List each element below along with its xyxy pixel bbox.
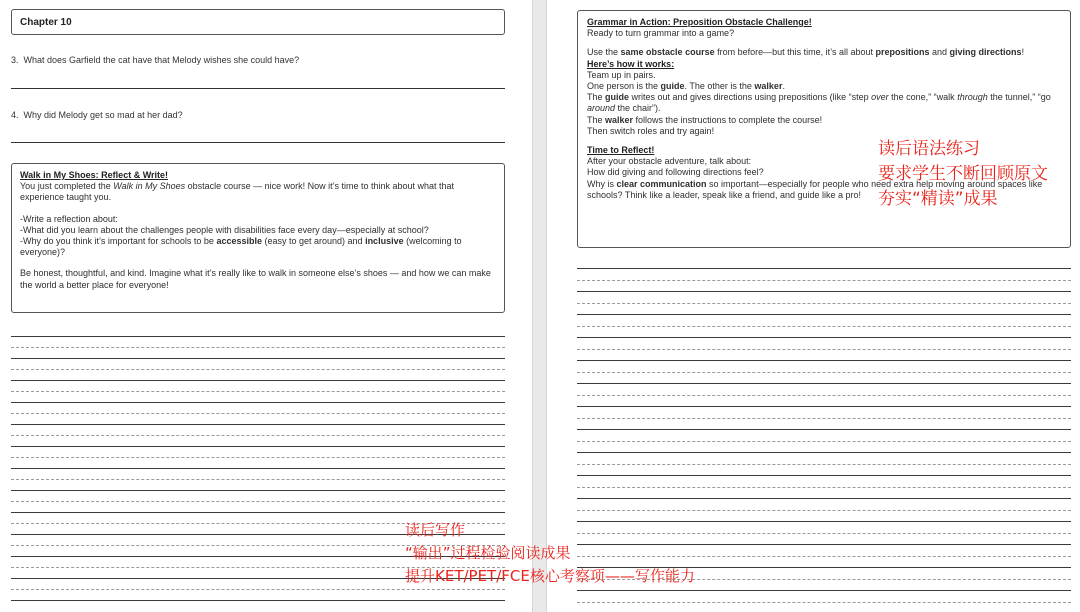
- annotation-line: 读后写作: [405, 521, 466, 539]
- question-number: 3.: [11, 55, 19, 65]
- grammar-title: Grammar in Action: Preposition Obstacle Challenge!: [587, 17, 812, 27]
- annotation-line: “输出”过程检验阅读成果: [405, 544, 571, 562]
- writing-line: [11, 600, 505, 601]
- writing-annotation: [405, 519, 695, 588]
- writing-guide-line: [577, 441, 1071, 442]
- writing-line: [11, 446, 505, 447]
- writing-guide-line: [577, 395, 1071, 396]
- annotation-line: 要求学生不断回顾原文: [878, 164, 1048, 184]
- question-number: 4.: [11, 110, 19, 120]
- reflection-title: Walk in My Shoes: Reflect & Write!: [20, 170, 169, 180]
- writing-line: [577, 452, 1071, 453]
- writing-line: [577, 475, 1071, 476]
- how-it-works-title: Here’s how it works:: [587, 58, 675, 69]
- chapter-header: [11, 9, 505, 35]
- writing-guide-line: [11, 391, 505, 392]
- answer-line-q3[interactable]: [11, 88, 505, 89]
- step-2: One person is the guide. The other is the walker.: [587, 81, 785, 92]
- reflection-prompt-1: -Write a reflection about:: [20, 213, 118, 224]
- writing-line: [577, 268, 1071, 269]
- writing-line: [11, 402, 505, 403]
- writing-guide-line: [577, 280, 1071, 281]
- writing-line: [577, 291, 1071, 292]
- grammar-box: [577, 10, 1071, 248]
- question-text: Why did Melody get so mad at her dad?: [23, 110, 183, 120]
- writing-line: [11, 490, 505, 491]
- writing-line: [11, 468, 505, 469]
- reflection-prompt-2: -What did you learn about the challenges people with disabilities face every day—especially at school?: [20, 224, 429, 235]
- writing-line: [577, 429, 1071, 430]
- reflect-line-3: Why is clear communication so important—especially for people who need extra help moving around spaces like schools? Think like a leader, speak like a friend, and guide like a pro!: [587, 178, 1043, 200]
- step-4: The walker follows the instructions to complete the course!: [587, 114, 823, 125]
- annotation-line: 提升KET/PET/FCE核心考察项——写作能力: [405, 567, 695, 585]
- reflect-line-1: After your obstacle adventure, talk about:: [587, 156, 752, 167]
- reflection-intro: You just completed the Walk in My Shoes obstacle course — nice work! Now it’s time to think about what that experience taught you.: [20, 181, 455, 203]
- writing-line: [577, 383, 1071, 384]
- reflection-closing: Be honest, thoughtful, and kind. Imagine what it’s really like to walk in someone else’s shoes — and how we can make the world a better place for everyone!: [20, 268, 491, 290]
- grammar-subtitle: Ready to turn grammar into a game?: [587, 28, 735, 39]
- writing-line: [11, 424, 505, 425]
- writing-guide-line: [577, 372, 1071, 373]
- grammar-annotation: [878, 137, 1048, 212]
- writing-guide-line: [577, 602, 1071, 603]
- writing-line: [577, 406, 1071, 407]
- writing-line: [577, 314, 1071, 315]
- time-to-reflect-title: Time to Reflect!: [587, 145, 655, 156]
- reflection-box: [11, 163, 505, 313]
- step-1: Team up in pairs.: [587, 69, 656, 80]
- step-3: The guide writes out and gives directions using prepositions (like “step over the cone,” “walk through the tunnel,” “go around the chair”).: [587, 92, 1051, 114]
- annotation-line: 夯实“精读”成果: [878, 189, 998, 209]
- writing-line: [11, 336, 505, 337]
- question-4: [11, 110, 183, 120]
- reflection-prompt-3: -Why do you think it’s important for schools to be accessible (easy to get around) and inclusive (welcoming to everyone)?: [20, 236, 462, 258]
- writing-line: [577, 590, 1071, 591]
- writing-line: [11, 512, 505, 513]
- annotation-line: 读后语法练习: [878, 139, 980, 159]
- writing-guide-line: [11, 457, 505, 458]
- writing-guide-line: [11, 501, 505, 502]
- grammar-instructions: Use the same obstacle course from before—but this time, it’s all about prepositions and giving directions!: [587, 47, 1025, 58]
- writing-guide-line: [577, 510, 1071, 511]
- writing-line: [577, 337, 1071, 338]
- writing-guide-line: [11, 347, 505, 348]
- writing-guide-line: [11, 369, 505, 370]
- writing-guide-line: [11, 589, 505, 590]
- reflect-line-2: How did giving and following directions feel?: [587, 167, 764, 178]
- writing-guide-line: [577, 418, 1071, 419]
- writing-guide-line: [11, 435, 505, 436]
- writing-line: [11, 380, 505, 381]
- step-5: Then switch roles and try again!: [587, 125, 715, 136]
- writing-guide-line: [577, 464, 1071, 465]
- question-3: [11, 55, 299, 65]
- writing-line: [577, 498, 1071, 499]
- writing-guide-line: [11, 479, 505, 480]
- question-text: What does Garfield the cat have that Melody wishes she could have?: [23, 55, 300, 65]
- writing-guide-line: [577, 326, 1071, 327]
- writing-line: [577, 360, 1071, 361]
- writing-line: [11, 358, 505, 359]
- answer-line-q4[interactable]: [11, 142, 505, 143]
- writing-guide-line: [577, 487, 1071, 488]
- writing-guide-line: [577, 349, 1071, 350]
- chapter-label: Chapter 10: [20, 17, 72, 28]
- writing-guide-line: [577, 303, 1071, 304]
- writing-guide-line: [11, 413, 505, 414]
